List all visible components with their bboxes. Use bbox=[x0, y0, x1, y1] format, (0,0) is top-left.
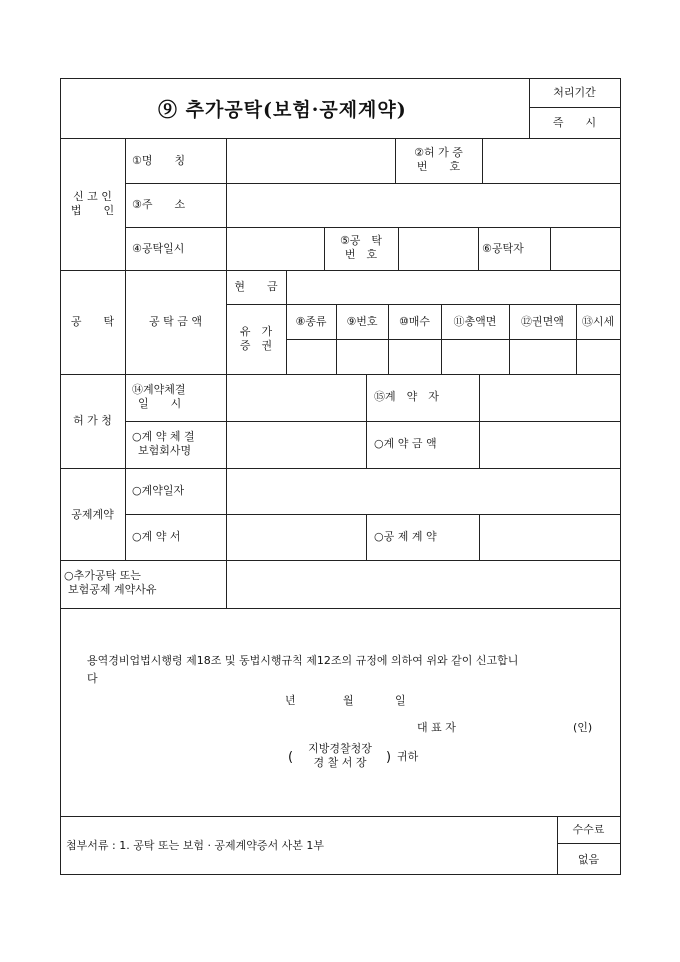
date-day: 일 bbox=[395, 694, 406, 707]
rule bbox=[125, 227, 620, 228]
rule bbox=[60, 270, 620, 271]
rule bbox=[479, 514, 480, 560]
securities-number-header: ⑨번호 bbox=[346, 315, 378, 328]
deposit-amount-label: 공 탁 금 액 bbox=[149, 315, 202, 328]
rule bbox=[60, 468, 620, 469]
contract-date-field-label: ○계약일자 bbox=[132, 484, 185, 497]
honorific: 귀하 bbox=[397, 750, 419, 763]
seal-mark: (인) bbox=[573, 721, 593, 734]
deposit-section-label: 공 탁 bbox=[70, 315, 115, 328]
processing-period-label: 처리기간 bbox=[553, 86, 596, 99]
rule bbox=[366, 514, 367, 560]
rule bbox=[60, 138, 620, 139]
rule bbox=[226, 138, 227, 608]
rule bbox=[620, 78, 621, 875]
rule bbox=[125, 421, 620, 422]
rule bbox=[125, 138, 126, 560]
fee-label: 수수료 bbox=[572, 823, 605, 836]
contract-document-label: ○계 약 서 bbox=[132, 530, 181, 543]
declaration-text: 용역경비업법시행령 제18조 및 동법시행규칙 제12조의 규정에 의하여 위와 같이 신고합니 bbox=[87, 654, 519, 667]
rule bbox=[60, 560, 620, 561]
rule bbox=[366, 374, 367, 468]
declarant-section-label: 신 고 인 법 인 bbox=[70, 190, 115, 217]
contractor-label: ⑮계 약 자 bbox=[374, 390, 439, 403]
reason-label: ○추가공탁 또는 보험공제 계약사유 bbox=[64, 569, 157, 596]
rule bbox=[125, 514, 620, 515]
fee-value: 없음 bbox=[577, 853, 600, 866]
rule bbox=[529, 107, 620, 108]
contract-date-label: ⑭계약체결 일 시 bbox=[132, 383, 186, 410]
addressee: 지방경찰청장 경 찰 서 장 bbox=[308, 742, 372, 769]
representative-label: 대 표 자 bbox=[417, 721, 456, 734]
rule bbox=[550, 227, 551, 270]
insurer-name-label: ○계 약 체 결 보험회사명 bbox=[132, 430, 195, 457]
securities-type-header: ⑧종류 bbox=[295, 315, 327, 328]
declaration-text-continued: 다 bbox=[87, 672, 98, 685]
processing-period-value: 즉 시 bbox=[552, 116, 597, 129]
paren-close: ) bbox=[386, 750, 392, 765]
rule bbox=[557, 843, 620, 844]
depositor-label: ⑥공탁자 bbox=[482, 242, 524, 255]
securities-label: 유 가 증 권 bbox=[239, 325, 273, 352]
address-label: ③주 소 bbox=[132, 198, 186, 211]
mutual-contract-label: ○공 제 계 약 bbox=[374, 530, 437, 543]
securities-total-face-header: ⑪총액면 bbox=[453, 315, 497, 328]
securities-count-header: ⑩매수 bbox=[398, 315, 431, 328]
rule bbox=[60, 874, 620, 875]
rule bbox=[478, 227, 479, 270]
date-year: 년 bbox=[285, 694, 296, 707]
rule bbox=[60, 816, 620, 817]
rule bbox=[398, 227, 399, 270]
date-month: 월 bbox=[343, 694, 354, 707]
attachments-note: 첨부서류 : 1. 공탁 또는 보험 · 공제계약증서 사본 1부 bbox=[66, 839, 325, 852]
paren-open: ( bbox=[288, 750, 294, 765]
rule bbox=[479, 374, 480, 468]
name-label: ①명 칭 bbox=[132, 154, 186, 167]
deposit-number-label: ⑤공 탁 번 호 bbox=[339, 234, 383, 261]
securities-market-price-header: ⑬시세 bbox=[581, 315, 615, 328]
cash-label: 현 금 bbox=[234, 280, 278, 293]
rule bbox=[60, 374, 620, 375]
securities-face-value-header: ⑫권면액 bbox=[521, 315, 564, 328]
permit-number-label: ②허 가 증 번 호 bbox=[414, 146, 463, 173]
mutual-aid-section-label: 공제계약 bbox=[71, 508, 114, 521]
report-form bbox=[60, 78, 620, 874]
form-title: ⑨ 추가공탁(보험·공제계약) bbox=[158, 99, 407, 121]
deposit-date-label: ④공탁일시 bbox=[132, 242, 185, 255]
rule bbox=[60, 78, 620, 79]
contract-amount-label: ○계 약 금 액 bbox=[374, 437, 437, 450]
rule bbox=[60, 608, 620, 609]
rule bbox=[125, 183, 620, 184]
permit-agency-section-label: 허 가 청 bbox=[73, 414, 112, 427]
rule bbox=[482, 138, 483, 183]
